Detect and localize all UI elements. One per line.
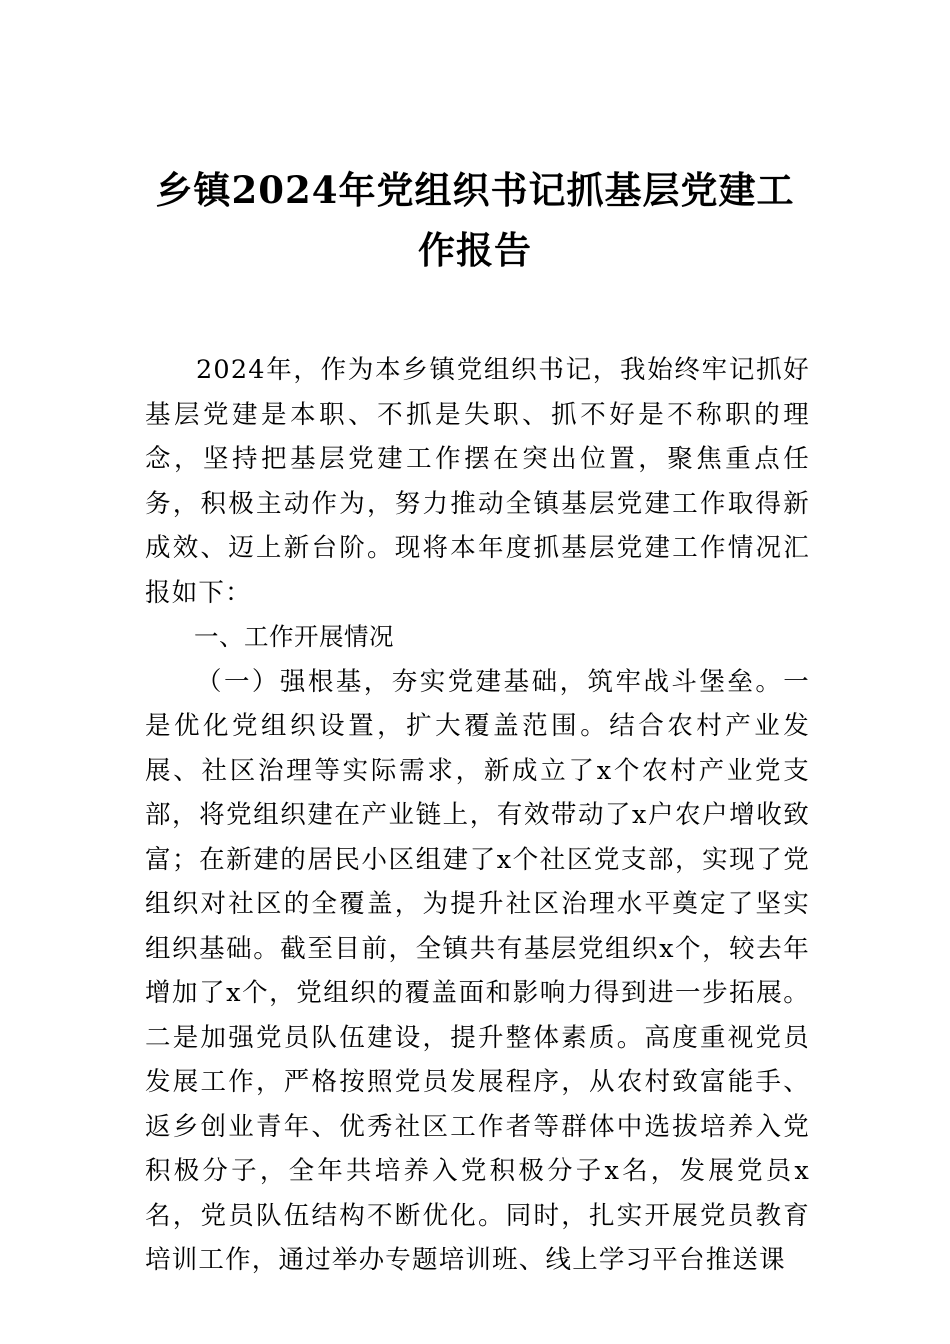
document-body (145, 348, 810, 1283)
section-heading: 一、工作开展情况 (194, 622, 394, 651)
body-paragraph: （一）强根基，夯实党建基础，筑牢战斗堡垒。一是优化党组织设置，扩大覆盖范围。结合农村产业发展、社区治理等实际需求，新成立了x个农村产业党支部，将党组织建在产业链上，有效带动了x户农户增收致富；在新建的居民小区组建了x个社区党支部，实现了党组织对社区的全覆盖，为提升社区治理水平奠定了坚实组织基础。截至目前，全镇共有基层党组织x个，较去年增加了x个，党组织的覆盖面和影响力得到进一步拓展。二是加强党员队伍建设，提升整体素质。高度重视党员发展工作，严格按照党员发展程序，从农村致富能手、返乡创业青年、优秀社区工作者等群体中选拔培养入党积极分子，全年共培养入党积极分子x名，发展党员x名，党员队伍结构不断优化。同时，扎实开展党员教育培训工作，通过举办专题培训班、线上学习平台推送课 (145, 666, 810, 1275)
intro-paragraph: 2024年，作为本乡镇党组织书记，我始终牢记抓好基层党建是本职、不抓是失职、抓不好是不称职的理念，坚持把基层党建工作摆在突出位置，聚焦重点任务，积极主动作为，努力推动全镇基层党建工作取得新成效、迈上新台阶。现将本年度抓基层党建工作情况汇报如下： (145, 355, 810, 608)
document-title: 乡镇2024年党组织书记抓基层党建工作报告 (155, 168, 795, 272)
